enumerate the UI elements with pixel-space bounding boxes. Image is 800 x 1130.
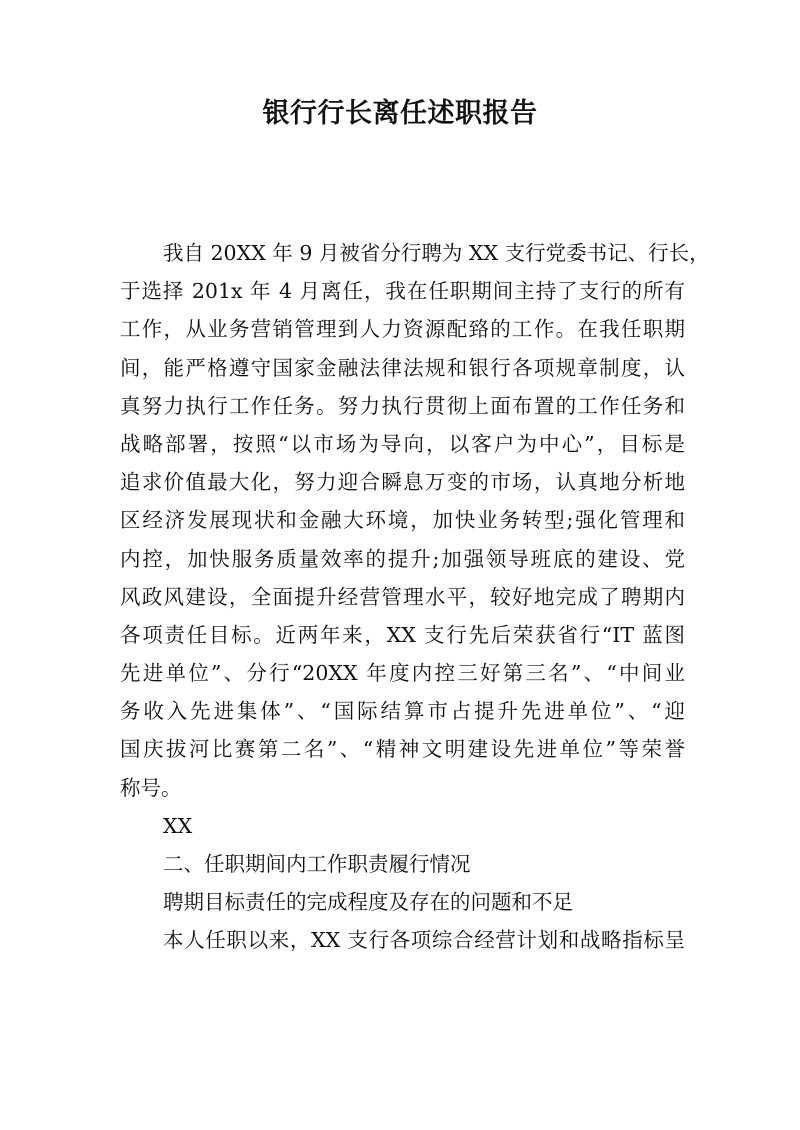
paragraph1-line: 区经济发展现状和金融大环境，加快业务转型;强化管理和 [120, 508, 685, 533]
paragraph1-line: 间，能严格遵守国家金融法律法规和银行各项规章制度，认 [120, 355, 685, 380]
xx-line: XX [163, 813, 193, 838]
document-title: 银行行长离任述职报告 [262, 98, 538, 129]
paragraph1-line: 于选择 201x 年 4 月离任，我在任职期间主持了支行的所有 [120, 279, 685, 304]
paragraph1-line: 我自 20XX 年 9 月被省分行聘为 XX 支行党委书记、行长， [163, 241, 710, 265]
paragraph1-line: 追求价值最大化，努力迎合瞬息万变的市场，认真地分析地 [120, 470, 685, 495]
document-body [120, 234, 710, 960]
section2-heading: 二、任职期间内工作职责履行情况 [163, 852, 471, 876]
paragraph2-line: 本人任职以来，XX 支行各项综合经营计划和战略指标呈 [163, 928, 685, 953]
paragraph1-line: 国庆拔河比赛第二名”、“精神文明建设先进单位”等荣誉 [120, 737, 685, 762]
paragraph1-line: 风政风建设，全面提升经营管理水平，较好地完成了聘期内 [120, 584, 685, 609]
subheading: 聘期目标责任的完成程度及存在的问题和不足 [163, 890, 573, 915]
paragraph1-line: 各项责任目标。近两年来，XX 支行先后荣获省行“IT 蓝图 [120, 622, 685, 647]
paragraph1-line: 称号。 [120, 775, 182, 800]
paragraph1-line: 真努力执行工作任务。努力执行贯彻上面布置的工作任务和 [120, 393, 685, 418]
paragraph1-line: 务收入先进集体”、“国际结算市占提升先进单位”、“迎 [120, 699, 685, 724]
paragraph1-line: 战略部署，按照“以市场为导向，以客户为中心”，目标是 [120, 431, 685, 456]
paragraph1-line: 工作，从业务营销管理到人力资源配臵的工作。在我任职期 [120, 317, 685, 342]
paragraph1-line: 内控，加快服务质量效率的提升;加强领导班底的建设、党 [120, 546, 685, 571]
paragraph1-line: 先进单位”、分行“20XX 年度内控三好第三名”、“中间业 [120, 661, 685, 686]
